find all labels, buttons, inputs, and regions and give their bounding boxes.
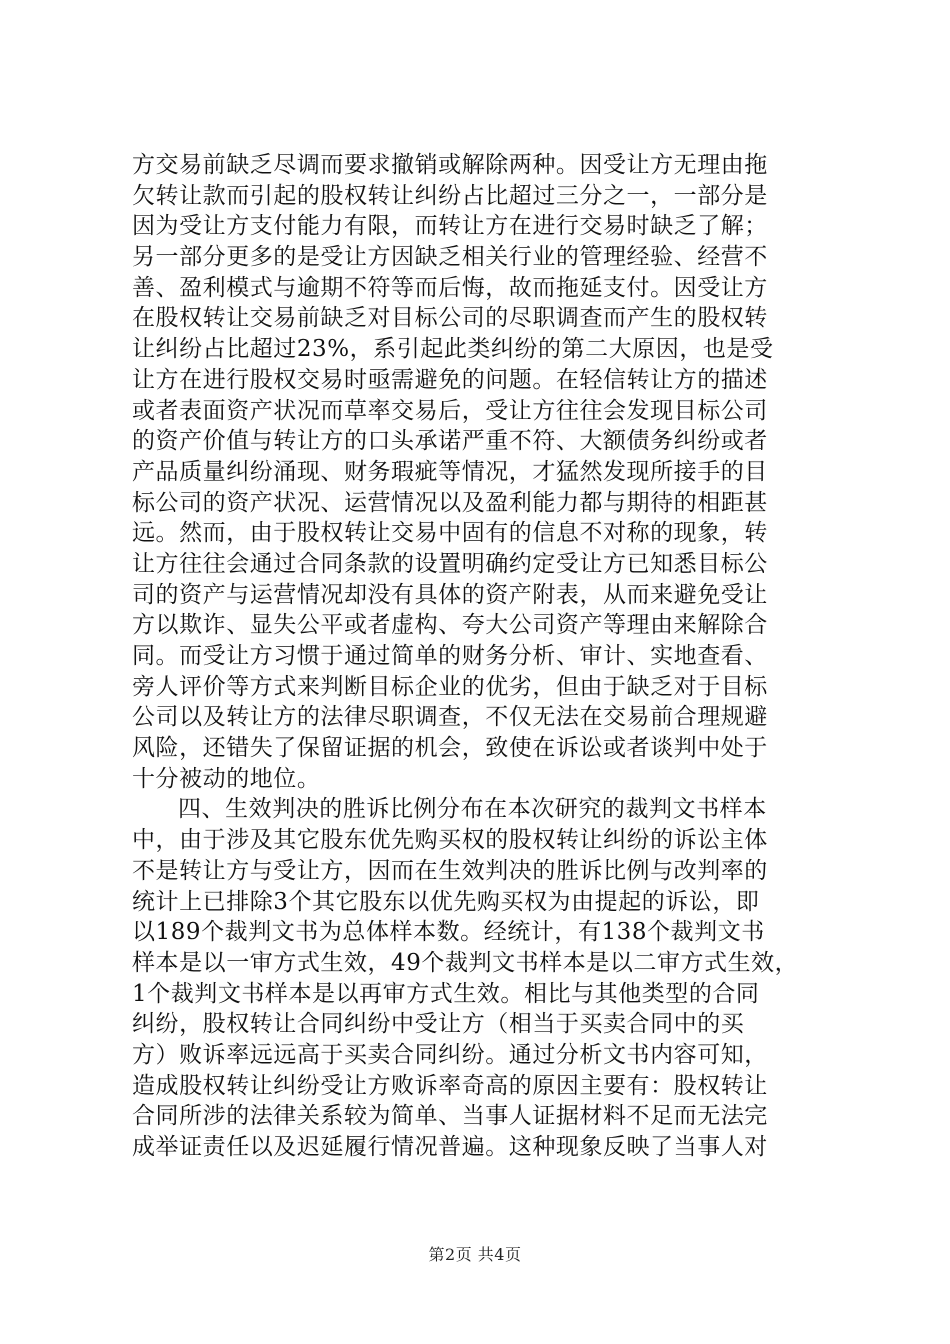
text-line: 司的资产与运营情况却没有具体的资产附表，从而来避免受让 bbox=[132, 581, 768, 608]
text-line: 1个裁判文书样本是以再审方式生效。相比与其他类型的合同 bbox=[132, 980, 760, 1007]
text-line: 方以欺诈、显失公平或者虚构、夸大公司资产等理由来解除合 bbox=[132, 612, 768, 639]
page-number-footer: 第2页 共4页 bbox=[428, 1245, 522, 1264]
text-line: 成举证责任以及迟延履行情况普遍。这种现象反映了当事人对 bbox=[132, 1134, 768, 1160]
text-line: 同。而受让方习惯于通过简单的财务分析、审计、实地查看、 bbox=[132, 643, 768, 669]
text-line: 方）败诉率远远高于买卖合同纠纷。通过分析文书内容可知， bbox=[132, 1041, 768, 1068]
document-body bbox=[132, 150, 822, 1163]
text-line: 远。然而，由于股权转让交易中固有的信息不对称的现象，转 bbox=[132, 520, 768, 547]
text-line: 另一部分更多的是受让方因缺乏相关行业的管理经验、经营不 bbox=[132, 244, 768, 271]
text-line: 让方往往会通过合同条款的设置明确约定受让方已知悉目标公 bbox=[132, 550, 768, 577]
text-line: 公司以及转让方的法律尽职调查，不仅无法在交易前合理规避 bbox=[132, 704, 768, 731]
text-line: 合同所涉的法律关系较为简单、当事人证据材料不足而无法完 bbox=[132, 1103, 768, 1130]
text-line: 不是转让方与受让方，因而在生效判决的胜诉比例与改判率的 bbox=[132, 857, 768, 884]
text-line: 纠纷，股权转让合同纠纷中受让方（相当于买卖合同中的买 bbox=[132, 1011, 745, 1038]
section-heading-line: 四、生效判决的胜诉比例分布在本次研究的裁判文书样本 bbox=[178, 796, 767, 823]
text-line: 欠转让款而引起的股权转让纠纷占比超过三分之一，一部分是 bbox=[132, 182, 768, 209]
text-line: 的资产价值与转让方的口头承诺严重不符、大额债务纠纷或者 bbox=[132, 428, 768, 455]
text-line: 旁人评价等方式来判断目标企业的优劣，但由于缺乏对于目标 bbox=[132, 673, 768, 700]
text-line: 造成股权转让纠纷受让方败诉率奇高的原因主要有：股权转让 bbox=[132, 1072, 768, 1099]
text-line: 中，由于涉及其它股东优先购买权的股权转让纠纷的诉讼主体 bbox=[132, 827, 768, 854]
text-line: 风险，还错失了保留证据的机会，致使在诉讼或者谈判中处于 bbox=[132, 735, 768, 762]
text-line: 标公司的资产状况、运营情况以及盈利能力都与期待的相距甚 bbox=[132, 489, 768, 516]
text-line: 以189个裁判文书为总体样本数。经统计，有138个裁判文书 bbox=[132, 919, 765, 946]
text-line: 十分被动的地位。 bbox=[132, 765, 321, 792]
text-line: 因为受让方支付能力有限，而转让方在进行交易时缺乏了解； bbox=[132, 213, 768, 240]
text-line: 产品质量纠纷涌现、财务瑕疵等情况，才猛然发现所接手的目 bbox=[132, 458, 768, 485]
text-line: 方交易前缺乏尽调而要求撤销或解除两种。因受让方无理由拖 bbox=[132, 152, 768, 178]
text-line: 让纠纷占比超过23%，系引起此类纠纷的第二大原因，也是受 bbox=[132, 336, 774, 363]
text-line: 样本是以一审方式生效，49个裁判文书样本是以二审方式生效， bbox=[132, 949, 799, 976]
text-line: 统计上已排除3个其它股东以优先购买权为由提起的诉讼，即 bbox=[132, 888, 760, 915]
text-line: 善、盈利模式与逾期不符等而后悔，故而拖延支付。因受让方 bbox=[132, 274, 768, 301]
text-line: 让方在进行股权交易时亟需避免的问题。在轻信转让方的描述 bbox=[132, 366, 768, 393]
text-line: 或者表面资产状况而草率交易后，受让方往往会发现目标公司 bbox=[132, 397, 768, 424]
text-line: 在股权转让交易前缺乏对目标公司的尽职调查而产生的股权转 bbox=[132, 305, 768, 332]
